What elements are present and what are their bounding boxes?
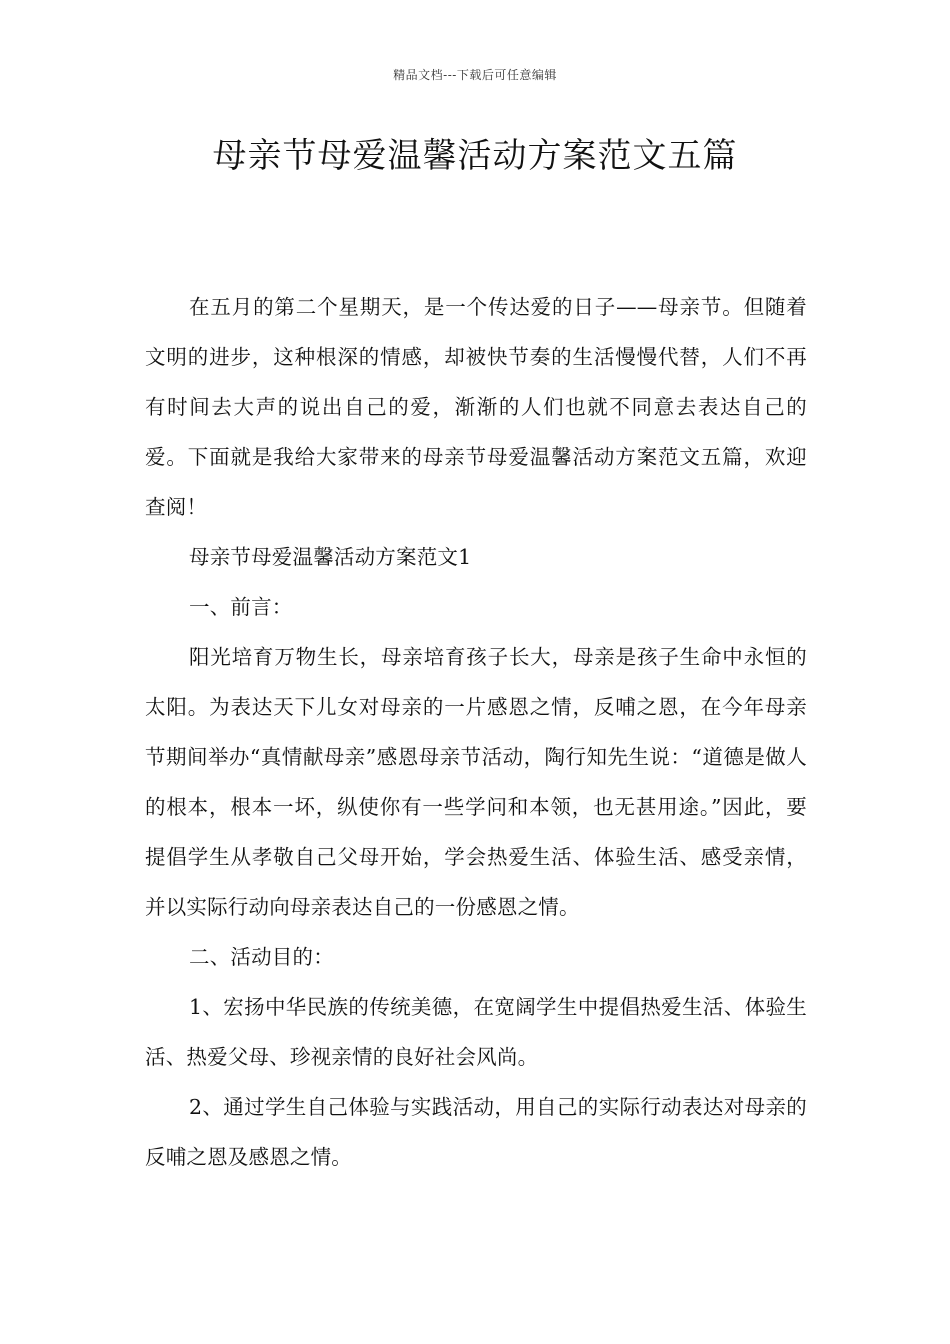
goal-item-1: 1、宏扬中华民族的传统美德，在宽阔学生中提倡热爱生活、体验生活、热爱父母、珍视亲情的良好社会风尚。 [145,995,807,1069]
section-heading-plan-1: 母亲节母爱温馨活动方案范文1 [189,545,472,569]
preface-paragraph: 阳光培育万物生长，母亲培育孩子长大，母亲是孩子生命中永恒的太阳。为表达天下儿女对母亲的一片感恩之情，反哺之恩，在今年母亲节期间举办“真情献母亲”感恩母亲节活动，陶行知先生说：“道德是做人的根本，根本一坏，纵使你有一些学问和本领，也无甚用途。”因此，要提倡学生从孝敬自己父母开始，学会热爱生活、体验生活、感受亲情，并以实际行动向母亲表达自己的一份感恩之情。 [145,645,807,919]
subheading-activity-goals: 二、活动目的： [189,945,334,969]
header-note: 精品文档---下载后可任意编辑 [393,68,557,82]
subheading-preface: 一、前言： [189,595,293,619]
document-title: 母亲节母爱温馨活动方案范文五篇 [212,136,738,176]
document-body [145,282,807,1182]
goal-item-2: 2、通过学生自己体验与实践活动，用自己的实际行动表达对母亲的反哺之恩及感恩之情。 [145,1095,807,1169]
intro-paragraph: 在五月的第二个星期天，是一个传达爱的日子——母亲节。但随着文明的进步，这种根深的情感，却被快节奏的生活慢慢代替，人们不再有时间去大声的说出自己的爱，渐渐的人们也就不同意去表达自己的爱。下面就是我给大家带来的母亲节母爱温馨活动方案范文五篇，欢迎查阅！ [145,295,807,519]
